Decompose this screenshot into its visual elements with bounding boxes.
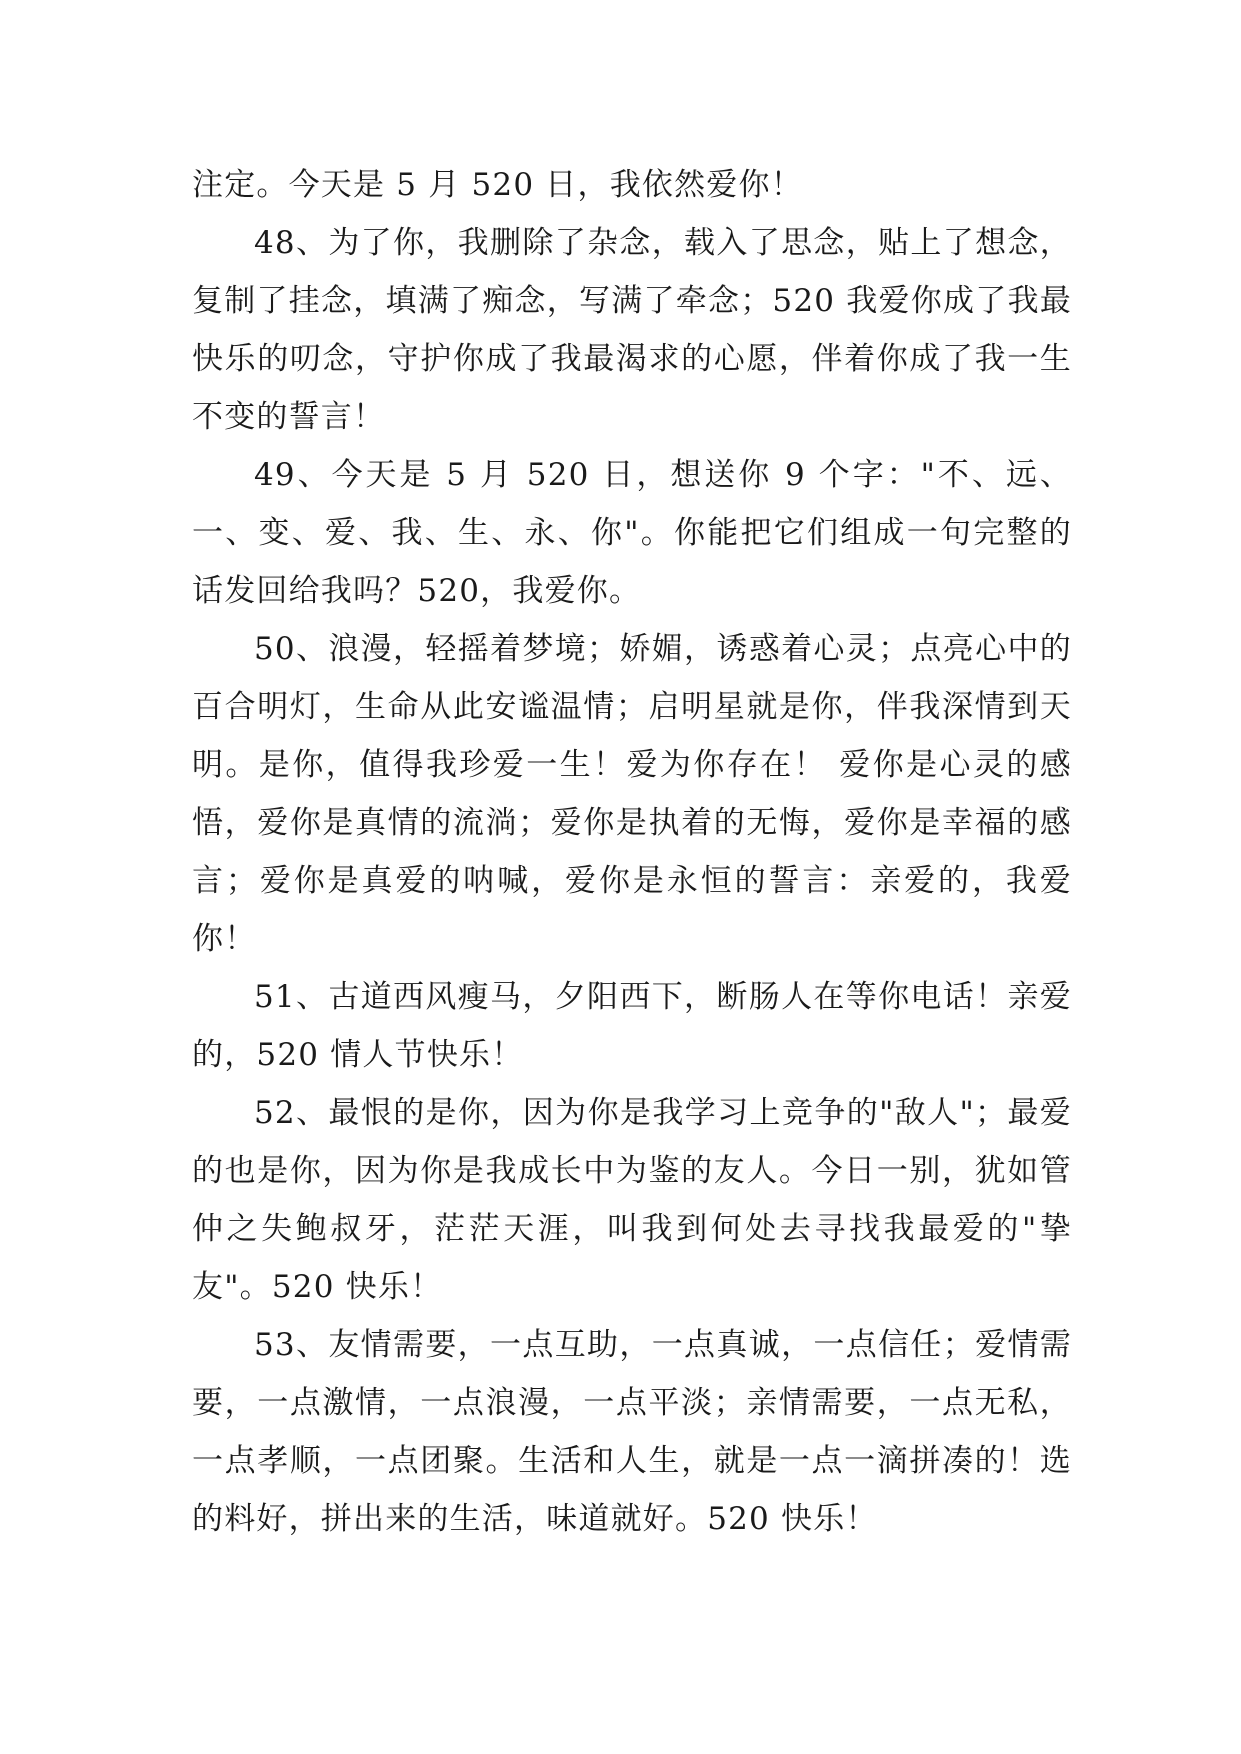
paragraph-48: 48、为了你，我删除了杂念，载入了思念，贴上了想念，复制了挂念，填满了痴念，写满了牵念；520 我爱你成了我最快乐的叨念，守护你成了我最渴求的心愿，伴着你成了我一生不变的誓言！ bbox=[192, 225, 1072, 435]
document-body bbox=[192, 156, 1072, 1548]
paragraph-51: 51、古道西风瘦马，夕阳西下，断肠人在等你电话！亲爱的，520 情人节快乐！ bbox=[192, 979, 1072, 1073]
paragraph-49: 49、今天是 5 月 520 日，想送你 9 个字："不、远、一、变、爱、我、生、永、你"。你能把它们组成一句完整的话发回给我吗？520，我爱你。 bbox=[192, 457, 1072, 609]
paragraph-53: 53、友情需要，一点互助，一点真诚，一点信任；爱情需要，一点激情，一点浪漫，一点平淡；亲情需要，一点无私，一点孝顺，一点团聚。生活和人生，就是一点一滴拼凑的！选的料好，拼出来的生活，味道就好。520 快乐！ bbox=[192, 1327, 1072, 1537]
paragraph-52: 52、最恨的是你，因为你是我学习上竞争的"敌人"；最爱的也是你，因为你是我成长中为鉴的友人。今日一别，犹如管仲之失鲍叔牙，茫茫天涯，叫我到何处去寻找我最爱的"挚友"。520 快乐！ bbox=[192, 1095, 1072, 1305]
paragraph-50: 50、浪漫，轻摇着梦境；娇媚，诱惑着心灵；点亮心中的百合明灯，生命从此安谧温情；启明星就是你，伴我深情到天明。是你，值得我珍爱一生！爱为你存在！ 爱你是心灵的感悟，爱你是真情的流淌；爱你是执着的无悔，爱你是幸福的感言；爱你是真爱的呐喊，爱你是永恒的誓言：亲爱的，我爱你！ bbox=[192, 631, 1072, 957]
paragraph-continuation: 注定。今天是 5 月 520 日，我依然爱你！ bbox=[192, 167, 803, 203]
